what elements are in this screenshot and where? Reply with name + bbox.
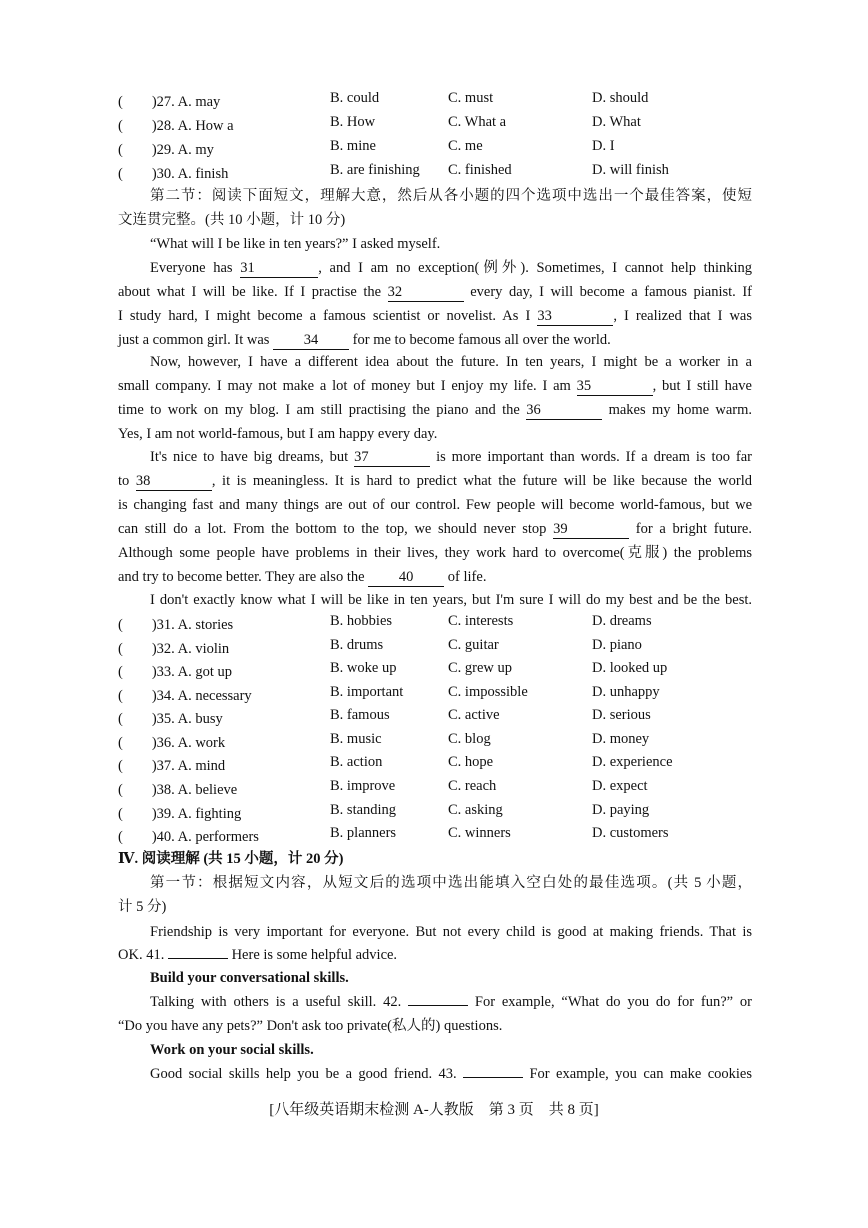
option-c: C. finished — [448, 162, 512, 178]
passage-line: Now, however, I have a different idea about the future. In ten years, I might be a worker in a — [150, 354, 752, 370]
passage-line: is changing fast and many things are out of our control. Few people will become world-famous, but we — [118, 497, 752, 513]
option-b: B. standing — [330, 802, 397, 818]
option-d: D. customers — [592, 825, 669, 841]
option-c: C. active — [448, 707, 500, 723]
passage-text: about what I will be like. If I practise the — [118, 284, 382, 300]
reading-line — [150, 991, 752, 1013]
passage-line — [118, 470, 752, 492]
option-a: ( )38. A. believe — [118, 782, 238, 798]
reading-text: Good social skills help you be a good friend. 43. — [150, 1066, 457, 1082]
option-c: C. hope — [448, 754, 494, 770]
option-d: D. will finish — [592, 162, 669, 178]
option-c: C. grew up — [448, 660, 513, 676]
option-a: ( )39. A. fighting — [118, 806, 242, 822]
subheading-conversational-skills: Build your conversational skills. — [150, 970, 349, 986]
passage-line — [118, 518, 752, 540]
passage-opening: “What will I be like in ten years?” I asked myself. — [150, 236, 441, 252]
option-d: D. should — [592, 90, 649, 106]
option-d: D. paying — [592, 802, 650, 818]
option-b: B. mine — [330, 138, 376, 154]
option-a: ( )27. A. may — [118, 94, 221, 110]
section4-instruction-line1: 第一节：根据短文内容，从短文后的选项中选出能填入空白处的最佳选项。(共 5 小题， — [150, 875, 752, 891]
option-d: D. dreams — [592, 613, 652, 629]
passage-text: small company. I may not make a lot of money but I enjoy my life. I am — [118, 378, 571, 394]
passage-line — [150, 257, 752, 279]
option-d: D. serious — [592, 707, 651, 723]
option-b: B. famous — [330, 707, 390, 723]
option-c: C. asking — [448, 802, 503, 818]
blank-40: 40 — [368, 568, 444, 587]
section2-instruction-line1: 第二节：阅读下面短文，理解大意，然后从各小题的四个选项中选出一个最佳答案，使短 — [150, 188, 752, 204]
passage-line: Yes, I am not world-famous, but I am happy every day. — [118, 426, 438, 442]
page-footer: [八年级英语期末检测 A-人教版 第 3 页 共 8 页] — [269, 1102, 599, 1118]
passage-text: to — [118, 473, 130, 489]
passage-text: can still do a lot. From the bottom to the top, we should never stop — [118, 521, 547, 537]
passage-line — [118, 399, 752, 421]
passage-line — [118, 375, 752, 397]
blank-33: 33 — [537, 307, 613, 326]
option-a: ( )31. A. stories — [118, 617, 234, 633]
option-b: B. action — [330, 754, 383, 770]
blank-32: 32 — [388, 283, 464, 302]
option-b: B. improve — [330, 778, 396, 794]
passage-text: of life. — [447, 569, 487, 585]
passage-text: time to work on my blog. I am still practising the piano and the — [118, 402, 520, 418]
passage-text: , and I am no exception(例外). Sometimes, I cannot help thinking — [318, 260, 752, 276]
section4-instruction-line2: 计 5 分) — [118, 899, 167, 915]
blank-38: 38 — [136, 472, 212, 491]
reading-text: Here is some helpful advice. — [231, 947, 398, 963]
option-b: B. hobbies — [330, 613, 393, 629]
option-d: D. expect — [592, 778, 648, 794]
option-d: D. I — [592, 138, 615, 154]
option-c: C. winners — [448, 825, 511, 841]
option-c: C. reach — [448, 778, 497, 794]
passage-text: , I realized that I was — [613, 308, 753, 324]
option-a: ( )32. A. violin — [118, 641, 230, 657]
blank-36: 36 — [526, 401, 602, 420]
option-b: B. music — [330, 731, 382, 747]
reading-text: OK. 41. — [118, 947, 165, 963]
passage-text: I study hard, I might become a famous scientist or novelist. As I — [118, 308, 531, 324]
option-a: ( )35. A. busy — [118, 711, 223, 727]
section4-heading: Ⅳ. 阅读理解 (共 15 小题，计 20 分) — [118, 851, 344, 867]
option-d: D. piano — [592, 637, 642, 653]
option-a: ( )29. A. my — [118, 142, 214, 158]
option-d: D. looked up — [592, 660, 668, 676]
option-a: ( )36. A. work — [118, 735, 226, 751]
option-b: B. drums — [330, 637, 384, 653]
reading-text: For example, you can make cookies — [529, 1066, 753, 1082]
option-a: ( )33. A. got up — [118, 664, 232, 680]
reading-text: For example, “What do you do for fun?” or — [474, 994, 753, 1010]
passage-line — [118, 566, 752, 588]
blank-41 — [168, 958, 228, 959]
passage-text: every day, I will become a famous pianist. If — [470, 284, 753, 300]
passage-text: and try to become better. They are also the — [118, 569, 365, 585]
option-a: ( )34. A. necessary — [118, 688, 252, 704]
passage-line — [118, 329, 752, 351]
blank-43 — [463, 1077, 523, 1078]
reading-text: Talking with others is a useful skill. 42. — [150, 994, 402, 1010]
blank-35: 35 — [577, 377, 653, 396]
option-d: D. unhappy — [592, 684, 660, 700]
passage-text: , it is meaningless. It is hard to predict what the future will be like because the world — [211, 473, 752, 489]
option-b: B. are finishing — [330, 162, 420, 178]
option-c: C. guitar — [448, 637, 499, 653]
passage-text: for me to become famous all over the world. — [352, 332, 611, 348]
reading-line — [150, 1063, 752, 1085]
passage-line — [118, 305, 752, 327]
option-b: B. planners — [330, 825, 397, 841]
blank-37: 37 — [354, 448, 430, 467]
option-a: ( )40. A. performers — [118, 829, 259, 845]
option-c: C. me — [448, 138, 483, 154]
passage-text: for a bright future. — [635, 521, 752, 537]
option-c: C. blog — [448, 731, 491, 747]
blank-39: 39 — [553, 520, 629, 539]
passage-line: I don't exactly know what I will be like in ten years, but I'm sure I will do my best and be the best. — [150, 592, 752, 608]
option-d: D. experience — [592, 754, 673, 770]
blank-42 — [408, 1005, 468, 1006]
reading-line: Friendship is very important for everyone. But not every child is good at making friends. That is — [150, 924, 752, 940]
option-b: B. could — [330, 90, 380, 106]
passage-text: , but I still have — [652, 378, 752, 394]
passage-text: makes my home warm. — [608, 402, 753, 418]
option-a: ( )28. A. How a — [118, 118, 234, 134]
passage-text: is more important than words. If a dream is too far — [436, 449, 753, 465]
option-b: B. important — [330, 684, 404, 700]
passage-line: Although some people have problems in their lives, they work hard to overcome(克服) the problems — [118, 545, 752, 561]
passage-text: It's nice to have big dreams, but — [150, 449, 349, 465]
option-a: ( )30. A. finish — [118, 166, 229, 182]
option-c: C. What a — [448, 114, 507, 130]
option-c: C. must — [448, 90, 494, 106]
option-a: ( )37. A. mind — [118, 758, 226, 774]
passage-line — [118, 281, 752, 303]
option-c: C. interests — [448, 613, 514, 629]
section2-instruction-line2: 文连贯完整。(共 10 小题，计 10 分) — [118, 212, 346, 228]
passage-text: Everyone has — [150, 260, 233, 276]
option-d: D. What — [592, 114, 641, 130]
blank-31: 31 — [240, 259, 318, 278]
subheading-social-skills: Work on your social skills. — [150, 1042, 314, 1058]
passage-line — [150, 446, 752, 468]
passage-text: just a common girl. It was — [118, 332, 270, 348]
blank-34: 34 — [273, 331, 349, 350]
reading-line: “Do you have any pets?” Don't ask too private(私人的) questions. — [118, 1018, 503, 1034]
option-d: D. money — [592, 731, 650, 747]
option-c: C. impossible — [448, 684, 528, 700]
reading-line — [118, 944, 752, 966]
option-b: B. woke up — [330, 660, 397, 676]
option-b: B. How — [330, 114, 376, 130]
